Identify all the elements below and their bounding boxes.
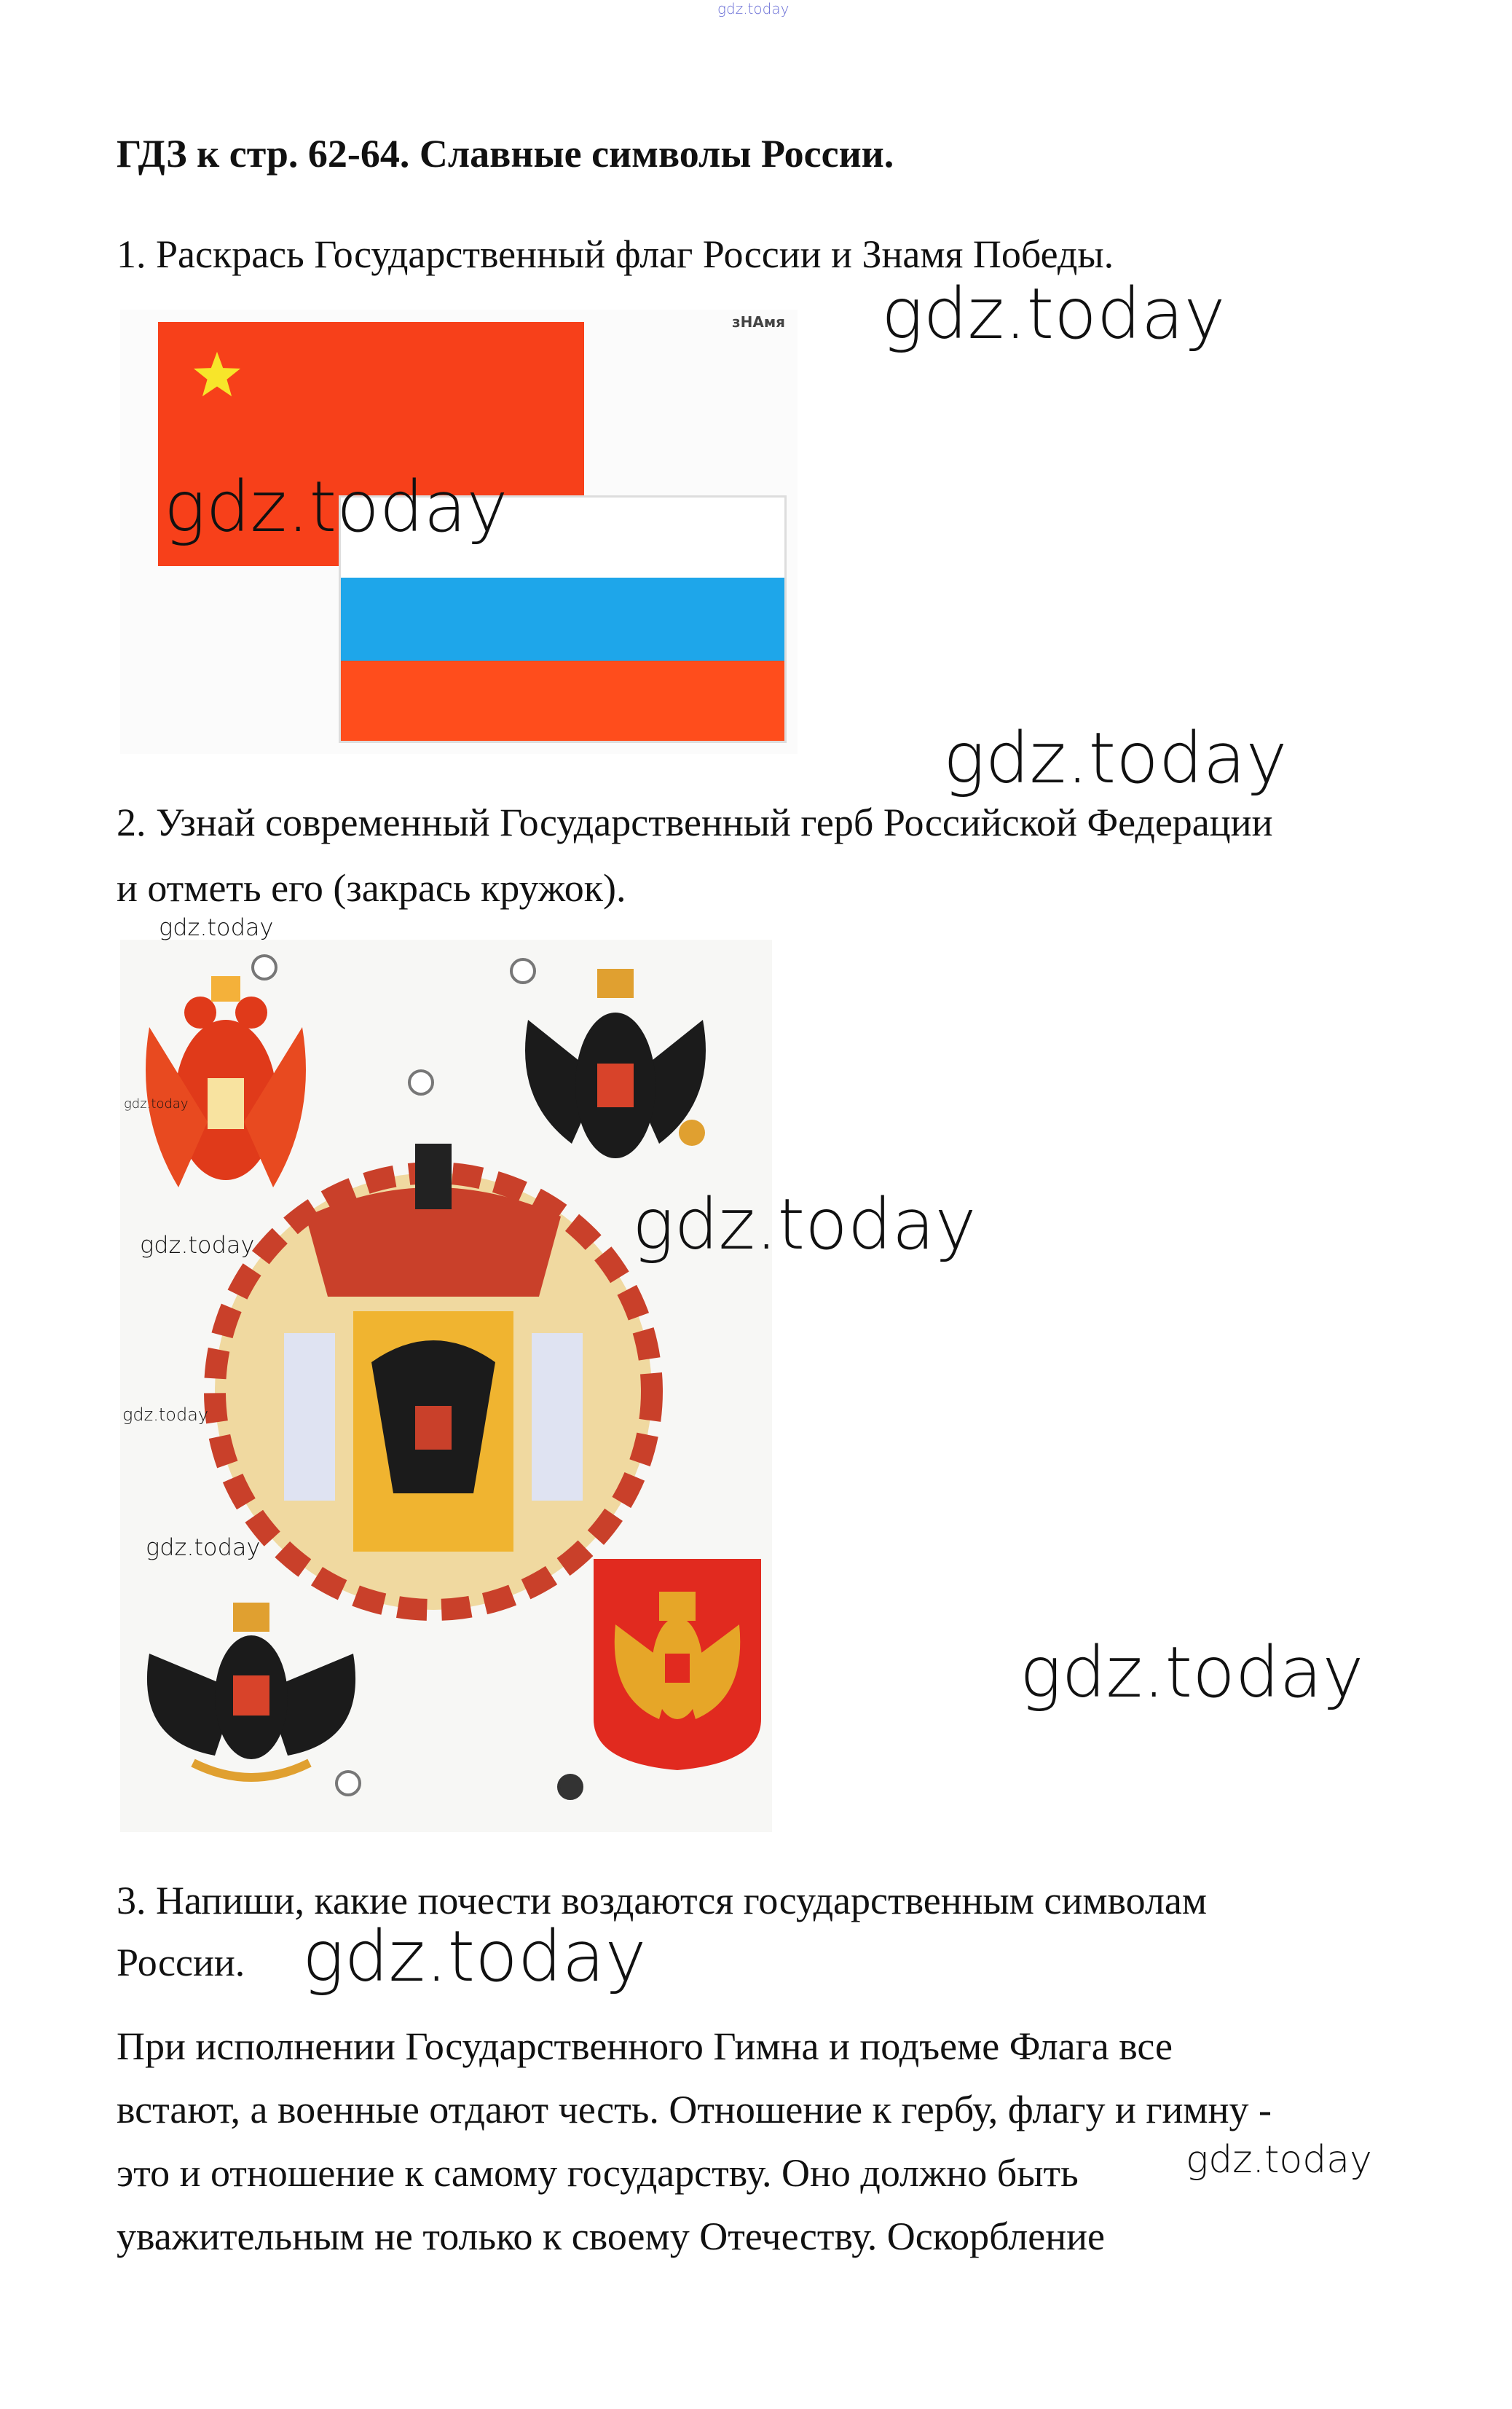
answer-line-4: уважительным не только к своему Отечеству. Оскорбление — [117, 2215, 1105, 2258]
choice-circle-5-filled[interactable] — [557, 1774, 583, 1800]
task2-line1: 2. Узнай современный Государственный герб Российской Федерации — [117, 801, 1273, 844]
watermark: gdz.today — [122, 1404, 209, 1425]
watermark: gdz.today — [1186, 2138, 1372, 2182]
answer-line-2: встают, а военные отдают честь. Отношение к гербу, флагу и гимну - — [117, 2088, 1272, 2131]
watermark: gdz.today — [1020, 1632, 1364, 1713]
watermark: gdz.today — [140, 1231, 255, 1259]
task3-line2: России. — [117, 1941, 245, 1984]
answer-line-1: При исполнении Государственного Гимна и подъеме Флага все — [117, 2024, 1173, 2068]
choice-circle-1[interactable] — [251, 954, 277, 981]
top-watermark: gdz.today — [717, 0, 790, 17]
flag-blue-stripe — [341, 578, 784, 661]
star-icon — [192, 350, 243, 401]
watermark: gdz.today — [632, 1184, 977, 1265]
eagle-emblem-bottom — [135, 1581, 368, 1792]
watermark: gdz.today — [159, 913, 274, 941]
label-fragment: зНАмя — [732, 313, 786, 331]
watermark: gdz.today — [881, 273, 1226, 355]
task3-line1: 3. Напиши, какие почести воздаются государственным символам — [117, 1879, 1208, 1922]
answer-line-3: это и отношение к самому государству. Оно должно быть — [117, 2151, 1079, 2195]
choice-circle-4[interactable] — [335, 1770, 361, 1796]
task2-illustration — [120, 940, 772, 1832]
watermark: gdz.today — [124, 1096, 189, 1112]
task1-text: 1. Раскрась Государственный флаг России и Знамя Победы. — [117, 232, 1114, 276]
watermark: gdz.today — [943, 718, 1288, 799]
choice-circle-2[interactable] — [510, 958, 536, 984]
flag-red-stripe — [341, 661, 784, 741]
watermark: gdz.today — [164, 466, 508, 548]
watermark: gdz.today — [302, 1916, 647, 1997]
page-title: ГДЗ к стр. 62-64. Славные символы России. — [117, 132, 894, 176]
modern-coat-of-arms — [586, 1552, 768, 1777]
task2-line2: и отметь его (закрась кружок). — [117, 866, 626, 910]
choice-circle-3[interactable] — [408, 1069, 434, 1096]
watermark: gdz.today — [146, 1533, 261, 1561]
